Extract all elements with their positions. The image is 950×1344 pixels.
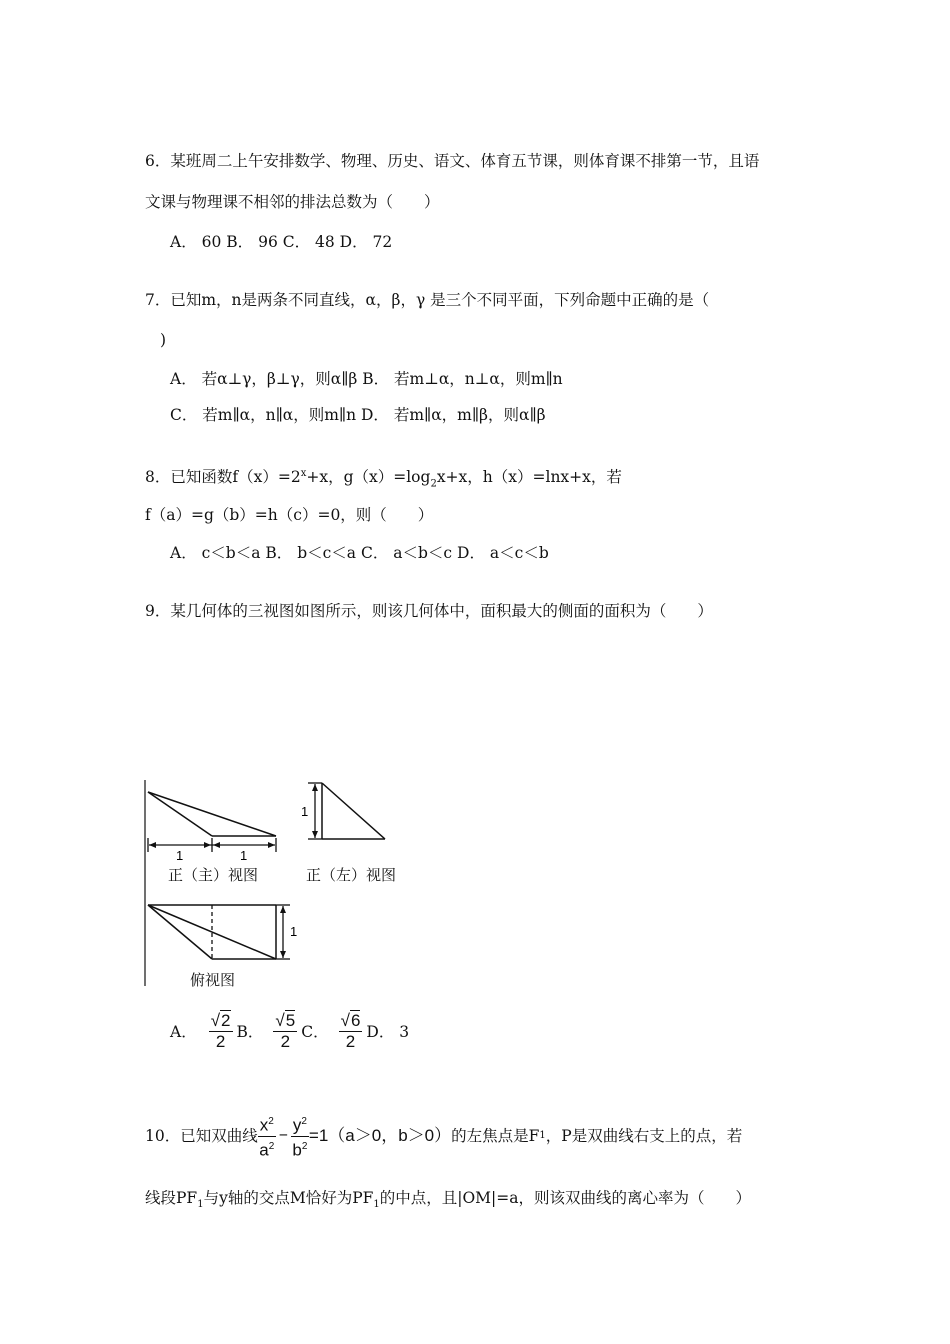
q8-stem-part1: 8．已知函数f（x）=2 — [145, 468, 301, 487]
front-dim-arrow-1 — [149, 842, 156, 848]
q10-y-power: 2 — [301, 1116, 307, 1127]
q9-option-c-label: C． — [301, 1023, 329, 1041]
q10-pf1-subscript-1: 1 — [197, 1199, 204, 1211]
q10-b-power: 2 — [301, 1140, 308, 1152]
q10-y: y — [292, 1115, 302, 1135]
q10-stem-line2 — [145, 1188, 751, 1215]
q10-y-fraction — [291, 1112, 309, 1160]
top-dim-arrow-top — [280, 906, 286, 913]
q8-stem-part3: x+x，h（x）=lnx+x，若 — [436, 468, 622, 487]
front-view-edge-top — [148, 792, 276, 836]
q10-line2-part3: 的中点，且|OM|=a，则该双曲线的离心率为（ ） — [379, 1189, 752, 1207]
q9-option-c-fraction: $\frac{√6}{2}$ — [340, 1011, 361, 1051]
q10-prefix: 10．已知双曲线 — [145, 1127, 258, 1146]
q9-option-a-fraction: $\frac{√2}{2}$ — [210, 1011, 231, 1051]
q10-x-power: 2 — [268, 1116, 274, 1127]
q9-option-b-denominator: 2 — [280, 1032, 291, 1051]
front-dim-label-2: 1 — [240, 848, 248, 863]
q9-option-a-denominator: 2 — [215, 1032, 226, 1051]
top-view-label: 俯视图 — [190, 971, 236, 989]
top-dim-arrow-bottom — [280, 951, 286, 958]
q9-option-a-radicand: 2 — [221, 1011, 231, 1030]
q10-a: a — [259, 1140, 269, 1160]
q8-exponent: x — [300, 468, 307, 479]
side-dim-arrow-bottom — [312, 831, 318, 838]
q10-pf1-subscript-2: 1 — [373, 1199, 380, 1211]
q8-stem-line1 — [145, 464, 622, 494]
q9-option-b-fraction: $\frac{√5}{2}$ — [275, 1011, 296, 1051]
front-dim-arrow-2 — [204, 842, 211, 848]
q6-options: A． 60 B． 96 C． 48 D． 72 — [170, 233, 393, 251]
q8-stem-part2: +x，g（x）=log — [306, 468, 431, 487]
front-dim-label-1: 1 — [176, 848, 184, 863]
side-view-hyp — [322, 783, 385, 839]
front-view-edge-mid — [148, 792, 212, 836]
q10-minus: − — [278, 1127, 288, 1145]
q9-option-b-radicand: 5 — [285, 1011, 296, 1030]
q10-tail: ，P是双曲线右支上的点，若 — [545, 1127, 743, 1146]
q10-x-fraction — [258, 1112, 276, 1160]
q7-stem-line1: 7．已知m，n是两条不同直线，α，β，γ 是三个不同平面，下列命题中正确的是（ — [145, 291, 710, 309]
q10-x: x — [259, 1115, 269, 1135]
side-view-label: 正（左）视图 — [306, 866, 397, 884]
q6-stem-line1: 6．某班周二上午安排数学、物理、历史、语文、体育五节课，则体育课不排第一节，且语 — [145, 152, 760, 170]
q9-option-c-denominator: 2 — [345, 1032, 356, 1051]
q10-b: b — [292, 1140, 302, 1160]
q10-suffix: 的左焦点是F — [451, 1127, 540, 1146]
q9-stem: 9．某几何体的三视图如图所示，则该几何体中，面积最大的侧面的面积为（ ） — [145, 602, 713, 620]
q9-option-d: D． 3 — [366, 1023, 410, 1041]
side-dim-arrow-top — [312, 784, 318, 791]
q7-options-cd: C． 若m∥α，n∥α，则m∥n D． 若m∥α，m∥β，则α∥β — [170, 406, 546, 424]
q9-option-a-label: A． — [170, 1023, 197, 1041]
q10-line2-part2: 与y轴的交点M恰好为PF — [203, 1189, 374, 1207]
top-view-diag-1 — [148, 905, 212, 959]
q8-log-base: 2 — [430, 478, 437, 490]
q10-line2-part1: 线段PF — [145, 1189, 198, 1207]
top-dim-label: 1 — [290, 924, 298, 939]
q10-stem-line1 — [145, 1112, 742, 1160]
q8-stem-line2: f（a）=g（b）=h（c）=0，则（ ） — [145, 506, 434, 524]
side-dim-label: 1 — [301, 804, 309, 819]
q10-f1-subscript: 1 — [539, 1130, 546, 1142]
q9-option-c-radicand: 6 — [350, 1011, 361, 1030]
front-dim-arrow-3 — [213, 842, 220, 848]
q9-options — [170, 1010, 409, 1052]
q8-options: A． c＜b＜a B． b＜c＜a C． a＜b＜c D． a＜c＜b — [170, 544, 549, 562]
q7-stem-line2: ) — [160, 331, 167, 349]
front-view-label: 正（主）视图 — [168, 866, 259, 884]
q7-options-ab: A． 若α⊥γ，β⊥γ，则α∥β B． 若m⊥α，n⊥α，则m∥n — [170, 370, 563, 388]
q10-condition: =1（a＞0，b＞0） — [308, 1126, 452, 1146]
q9-option-b-label: B． — [236, 1023, 264, 1041]
front-dim-arrow-4 — [268, 842, 275, 848]
q10-a-power: 2 — [268, 1140, 275, 1152]
q6-stem-line2: 文课与物理课不相邻的排法总数为（ ） — [145, 193, 440, 211]
